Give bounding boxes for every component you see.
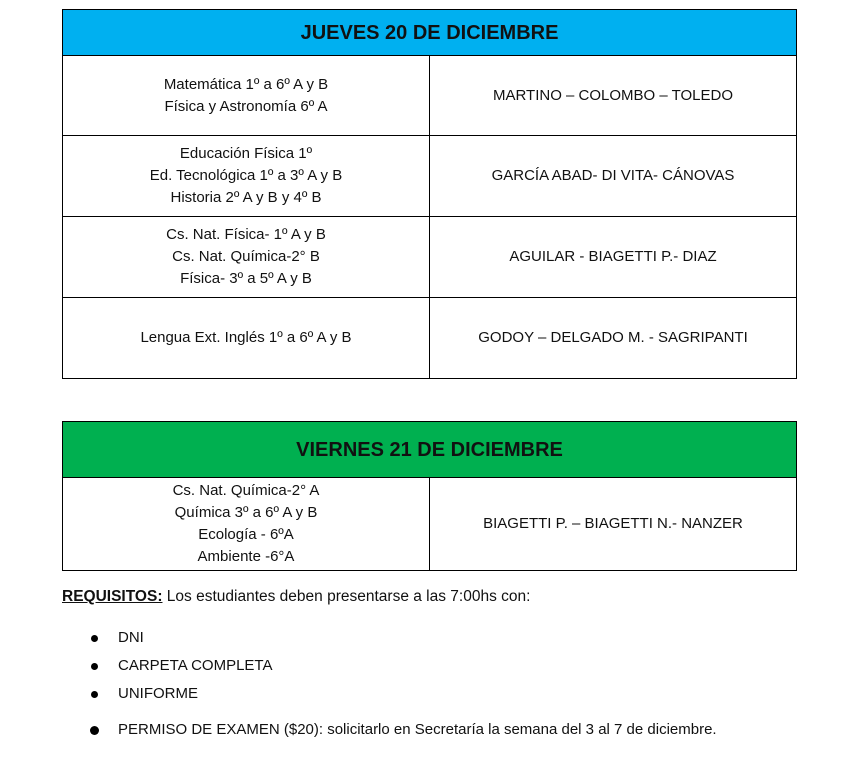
subjects-cell (63, 136, 430, 217)
table-row (63, 217, 797, 298)
subject-line: Química 3º a 6º A y B (174, 504, 318, 521)
subject-line: Historia 2º A y B y 4º B (170, 189, 322, 206)
teachers-cell: BIAGETTI P. – BIAGETTI N.- NANZER (430, 478, 797, 571)
list-item-text: CARPETA COMPLETA (118, 657, 273, 674)
subjects-cell (63, 298, 430, 379)
requirements-label: REQUISITOS: (62, 588, 163, 605)
bullet-icon (90, 726, 99, 735)
teachers-cell: GODOY – DELGADO M. - SAGRIPANTI (430, 298, 797, 379)
subject-line: Matemática 1º a 6º A y B (163, 75, 329, 93)
teachers-cell: MARTINO – COLOMBO – TOLEDO (430, 56, 797, 136)
teachers-cell: AGUILAR - BIAGETTI P.- DIAZ (430, 217, 797, 298)
list-item-text: PERMISO DE EXAMEN ($20): solicitarlo en Secretaría la semana del 3 al 7 de diciembre. (118, 721, 717, 738)
subject-line: Educación Física 1º (179, 145, 313, 162)
table-row (63, 136, 797, 217)
subject-line: Ambiente -6°A (197, 548, 295, 565)
teachers-cell: GARCÍA ABAD- DI VITA- CÁNOVAS (430, 136, 797, 217)
day-header-thursday: JUEVES 20 DE DICIEMBRE (63, 10, 797, 56)
schedule-table-friday (62, 421, 797, 571)
subjects-cell (63, 478, 430, 571)
bullet-icon (91, 635, 98, 642)
subject-line: Lengua Ext. Inglés 1º a 6º A y B (140, 329, 352, 346)
subjects-cell (63, 217, 430, 298)
subject-line: Cs. Nat. Química-2° B (172, 248, 320, 265)
subject-line: Ecología - 6ºA (198, 526, 294, 543)
bullet-icon (91, 663, 98, 670)
subject-line: Física y Astronomía 6º A (164, 97, 328, 115)
schedule-table-thursday (62, 9, 797, 379)
requirements-text: Los estudiantes deben presentarse a las 7:00hs con: (162, 588, 531, 605)
table-row (63, 298, 797, 379)
subjects-cell (63, 56, 430, 136)
subject-line: Física- 3º a 5º A y B (180, 270, 312, 287)
subject-line: Cs. Nat. Física- 1º A y B (166, 226, 326, 243)
table-row (63, 478, 797, 571)
subject-line: Cs. Nat. Química-2° A (172, 482, 320, 499)
table-row (63, 56, 797, 136)
list-item-text: UNIFORME (118, 685, 198, 702)
day-header-friday: VIERNES 21 DE DICIEMBRE (63, 422, 797, 478)
list-item-text: DNI (118, 629, 144, 646)
requirements-intro (62, 586, 530, 608)
bullet-icon (91, 691, 98, 698)
subject-line: Ed. Tecnológica 1º a 3º A y B (149, 167, 343, 184)
